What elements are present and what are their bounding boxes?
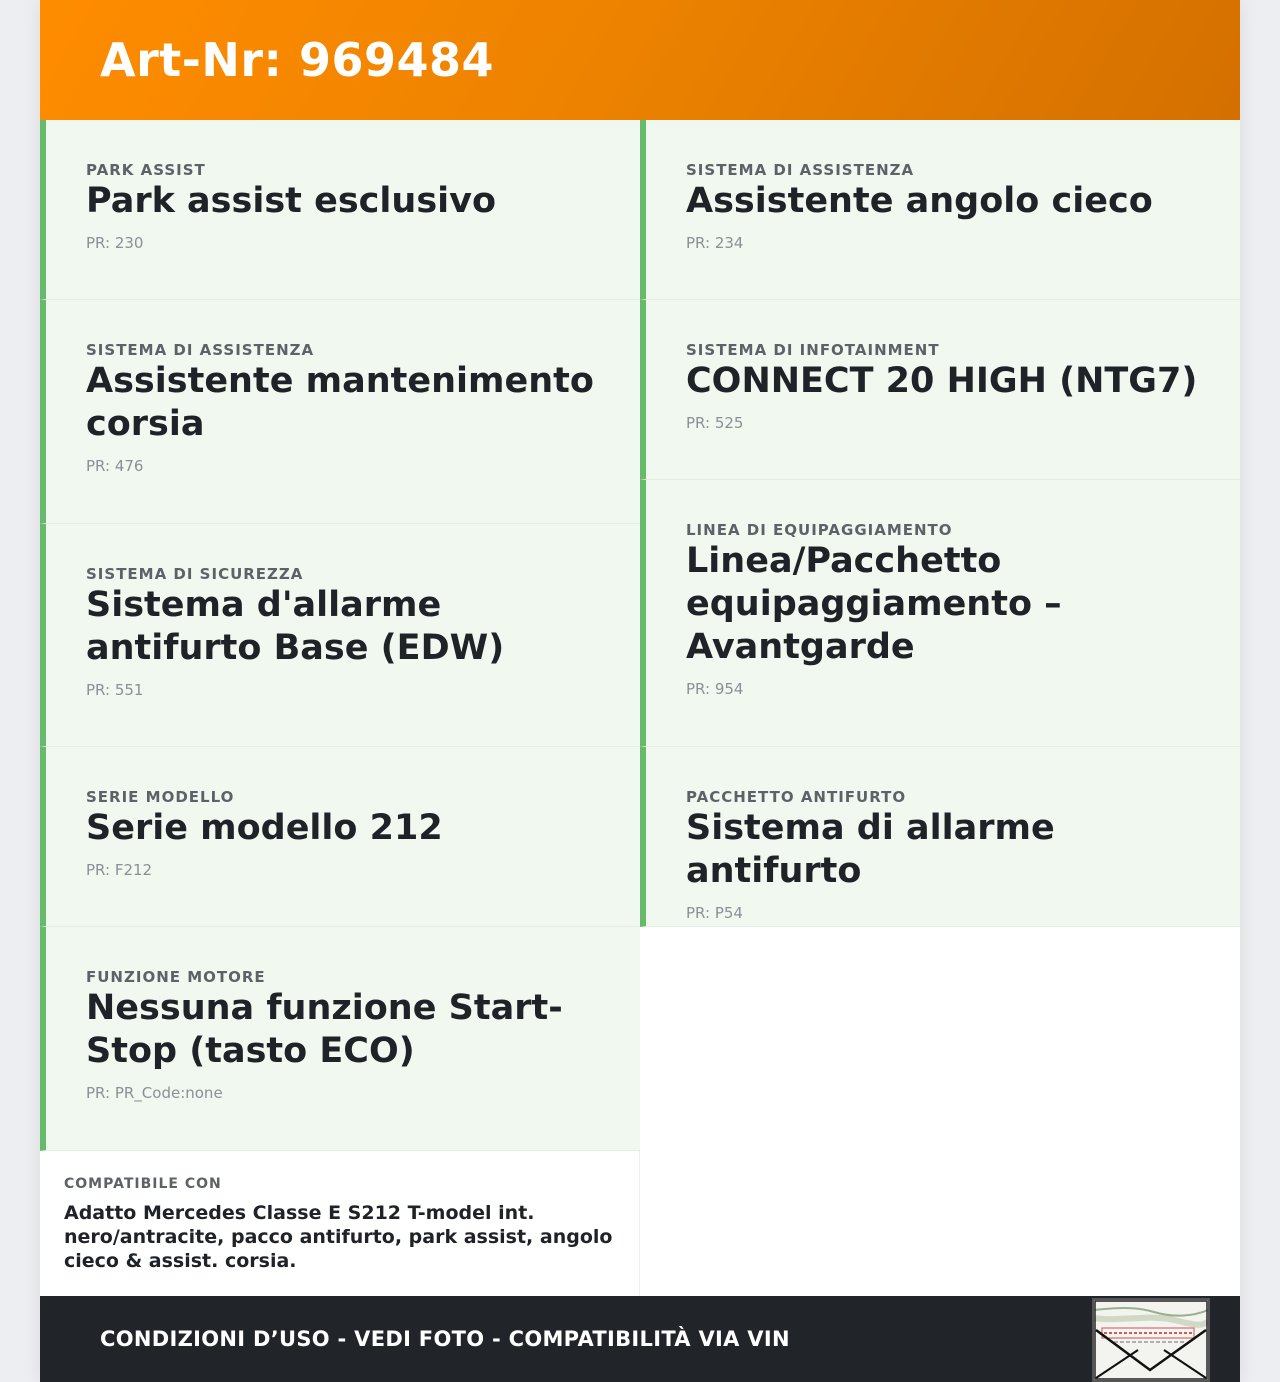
compatibility-section xyxy=(40,1151,640,1296)
feature-pr-code: PR: P54 xyxy=(686,904,743,922)
feature-column-right xyxy=(640,120,1240,927)
feature-pr-code: PR: 476 xyxy=(86,457,144,475)
compatibility-label: COMPATIBILE CON xyxy=(64,1176,222,1192)
feature-title: Assistente mantenimento corsia xyxy=(86,361,594,444)
footer-text: CONDIZIONI D’USO - VEDI FOTO - COMPATIBILITÀ VIA VIN xyxy=(100,1327,790,1351)
feature-title: Serie modello 212 xyxy=(86,808,443,848)
feature-card xyxy=(40,927,640,1151)
feature-pr-code: PR: 525 xyxy=(686,414,744,432)
feature-pr-code: PR: 551 xyxy=(86,681,144,699)
feature-title: Linea/Pacchetto equipaggiamento – Avantgarde xyxy=(686,541,1062,667)
page xyxy=(40,0,1240,1382)
feature-category: PACCHETTO ANTIFURTO xyxy=(686,788,907,806)
feature-category: PARK ASSIST xyxy=(86,161,206,179)
feature-title: CONNECT 20 HIGH (NTG7) xyxy=(686,361,1198,401)
feature-category: SERIE MODELLO xyxy=(86,788,235,806)
feature-category: SISTEMA DI INFOTAINMENT xyxy=(686,341,940,359)
feature-card xyxy=(640,747,1240,927)
feature-category: SISTEMA DI ASSISTENZA xyxy=(686,161,915,179)
feature-title: Nessuna funzione Start-Stop (tasto ECO) xyxy=(86,988,563,1071)
header-banner xyxy=(40,0,1240,120)
feature-card xyxy=(640,480,1240,747)
feature-title: Sistema d'allarme antifurto Base (EDW) xyxy=(86,585,505,668)
feature-category: SISTEMA DI ASSISTENZA xyxy=(86,341,315,359)
feature-category: SISTEMA DI SICUREZZA xyxy=(86,565,304,583)
feature-category: FUNZIONE MOTORE xyxy=(86,968,266,986)
feature-pr-code: PR: F212 xyxy=(86,861,153,879)
feature-pr-code: PR: 234 xyxy=(686,234,744,252)
feature-card xyxy=(40,300,640,524)
envelope-label-photo-icon[interactable] xyxy=(1092,1298,1210,1382)
feature-card xyxy=(40,747,640,927)
feature-title: Assistente angolo cieco xyxy=(686,181,1153,221)
footer-bar xyxy=(40,1296,1240,1382)
feature-category: LINEA DI EQUIPAGGIAMENTO xyxy=(686,521,953,539)
feature-column-left xyxy=(40,120,640,1151)
feature-card xyxy=(640,120,1240,300)
feature-card xyxy=(40,120,640,300)
feature-pr-code: PR: 954 xyxy=(686,680,744,698)
article-number-title: Art-Nr: 969484 xyxy=(100,33,495,87)
feature-title: Sistema di allarme antifurto xyxy=(686,808,1055,891)
feature-card xyxy=(40,524,640,747)
feature-pr-code: PR: PR_Code:none xyxy=(86,1084,223,1102)
feature-card xyxy=(640,300,1240,480)
feature-pr-code: PR: 230 xyxy=(86,234,144,252)
feature-title: Park assist esclusivo xyxy=(86,181,497,221)
compatibility-text: Adatto Mercedes Classe E S212 T-model int. nero/antracite, pacco antifurto, park assist, angolo cieco & assist. corsia. xyxy=(64,1202,613,1272)
